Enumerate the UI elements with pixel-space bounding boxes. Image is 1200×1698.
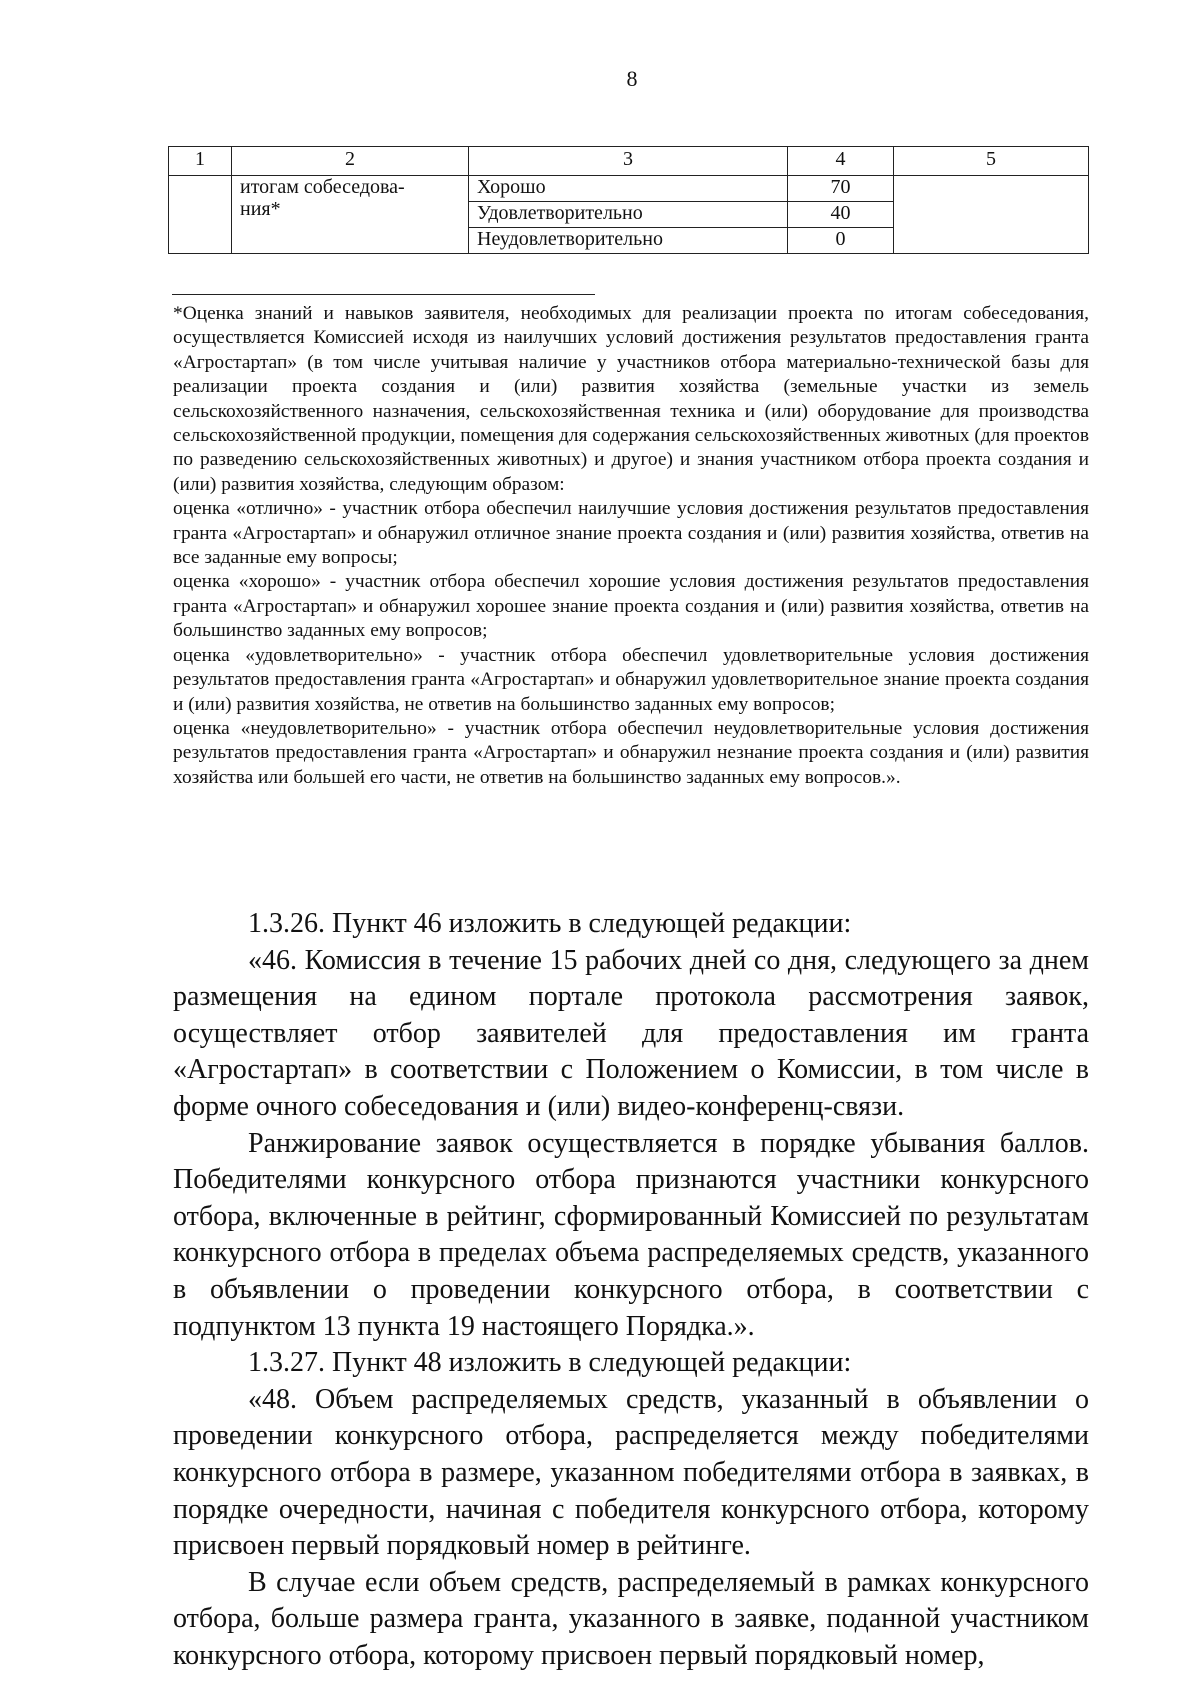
criterion-cell [232, 176, 469, 254]
footnote-paragraph: оценка «неудовлетворительно» - участник отбора обеспечил неудовлетворительные условия достижения результатов предоставления гранта «Агростартап» и обнаружил незнание проекта создания и (или) развития хозяйства или большей его части, не ответив на большинство заданных ему вопросов.». [173, 717, 1089, 788]
table-cell-empty [169, 176, 232, 254]
table-header-cell: 5 [894, 147, 1089, 176]
footnote [173, 302, 1089, 790]
body-text [173, 906, 1089, 1674]
body-paragraph: 1.3.27. Пункт 48 изложить в следующей редакции: [248, 1347, 852, 1379]
footnote-paragraph: оценка «отлично» - участник отбора обеспечил наилучшие условия достижения результатов предоставления гранта «Агростартап» и обнаружил отличное знание проекта создания и (или) развития хозяйства, ответив на все заданные ему вопросы; [173, 498, 1089, 569]
table-row [169, 176, 1089, 202]
table-header-cell: 4 [788, 147, 894, 176]
table-header-cell: 2 [232, 147, 469, 176]
table-header-cell: 3 [469, 147, 788, 176]
body-paragraph: «46. Комиссия в течение 15 рабочих дней со дня, следующего за днем размещения на едином портале протокола рассмотрения заявок, осуществляет отбор заявителей для предоставления им гранта «Агростартап» в соответствии с Положением о Комиссии, в том числе в форме очного собеседования и (или) видео-конференц-связи. [173, 944, 1089, 1122]
grade-cell: Хорошо [469, 176, 788, 202]
score-cell: 70 [788, 176, 894, 202]
body-paragraph: Ранжирование заявок осуществляется в порядке убывания баллов. Победителями конкурсного отбора признаются участники конкурсного отбора, включенные в рейтинг, сформированный Комиссией по результатам конкурсного отбора в пределах объема распределяемых средств, указанного в объявлении о проведении конкурсного отбора, в соответствии с подпунктом 13 пункта 19 настоящего Порядка.». [173, 1127, 1089, 1342]
footnote-paragraph: оценка «хорошо» - участник отбора обеспечил хорошие условия достижения результатов предоставления гранта «Агростартап» и обнаружил хорошее знание проекта создания и (или) развития хозяйства, ответив на большинство заданных ему вопросов; [173, 571, 1089, 642]
footnote-paragraph: *Оценка знаний и навыков заявителя, необходимых для реализации проекта по итогам собеседования, осуществляется Комиссией исходя из наилучших условий достижения результатов предоставления гранта «Агростартап» (в том числе учитывая наличие у участников отбора материально-технической базы для реализации проекта создания и (или) развития хозяйства (земельные участки из земель сельскохозяйственного назначения, сельскохозяйственная техника и (или) оборудование для производства сельскохозяйственной продукции, помещения для содержания сельскохозяйственных животных (для проектов по разведению сельскохозяйственных животных) и другое) и знания участником отбора проекта создания и (или) развития хозяйства, следующим образом: [173, 303, 1089, 495]
criteria-table [168, 146, 1089, 254]
table-cell-empty [894, 176, 1089, 254]
criterion-text-line1: итогам собеседова- [240, 176, 405, 198]
grade-cell: Удовлетворительно [469, 202, 788, 228]
body-paragraph: «48. Объем распределяемых средств, указанный в объявлении о проведении конкурсного отбора, распределяется между победителями конкурсного отбора в размере, указанном победителями отбора в заявках, в порядке очередности, начиная с победителя конкурсного отбора, которому присвоен первый порядковый номер в рейтинге. [173, 1383, 1089, 1562]
score-cell: 40 [788, 202, 894, 228]
table-header-cell: 1 [169, 147, 232, 176]
grade-cell: Неудовлетворительно [469, 228, 788, 254]
page-number: 8 [626, 66, 638, 91]
criterion-text-line2: ния* [240, 198, 281, 220]
footnote-divider [172, 294, 595, 295]
table-header-row [169, 147, 1089, 176]
footnote-paragraph: оценка «удовлетворительно» - участник отбора обеспечил удовлетворительные условия достижения результатов предоставления гранта «Агростартап» и обнаружил удовлетворительное знание проекта создания и (или) развития хозяйства, не ответив на большинство заданных ему вопросов; [173, 644, 1089, 715]
score-cell: 0 [788, 228, 894, 254]
body-paragraph: В случае если объем средств, распределяемый в рамках конкурсного отбора, больше размера гранта, указанного в заявке, поданной участником конкурсного отбора, которому присвоен первый порядковый номер, [173, 1566, 1089, 1671]
body-paragraph: 1.3.26. Пункт 46 изложить в следующей редакции: [248, 908, 852, 939]
